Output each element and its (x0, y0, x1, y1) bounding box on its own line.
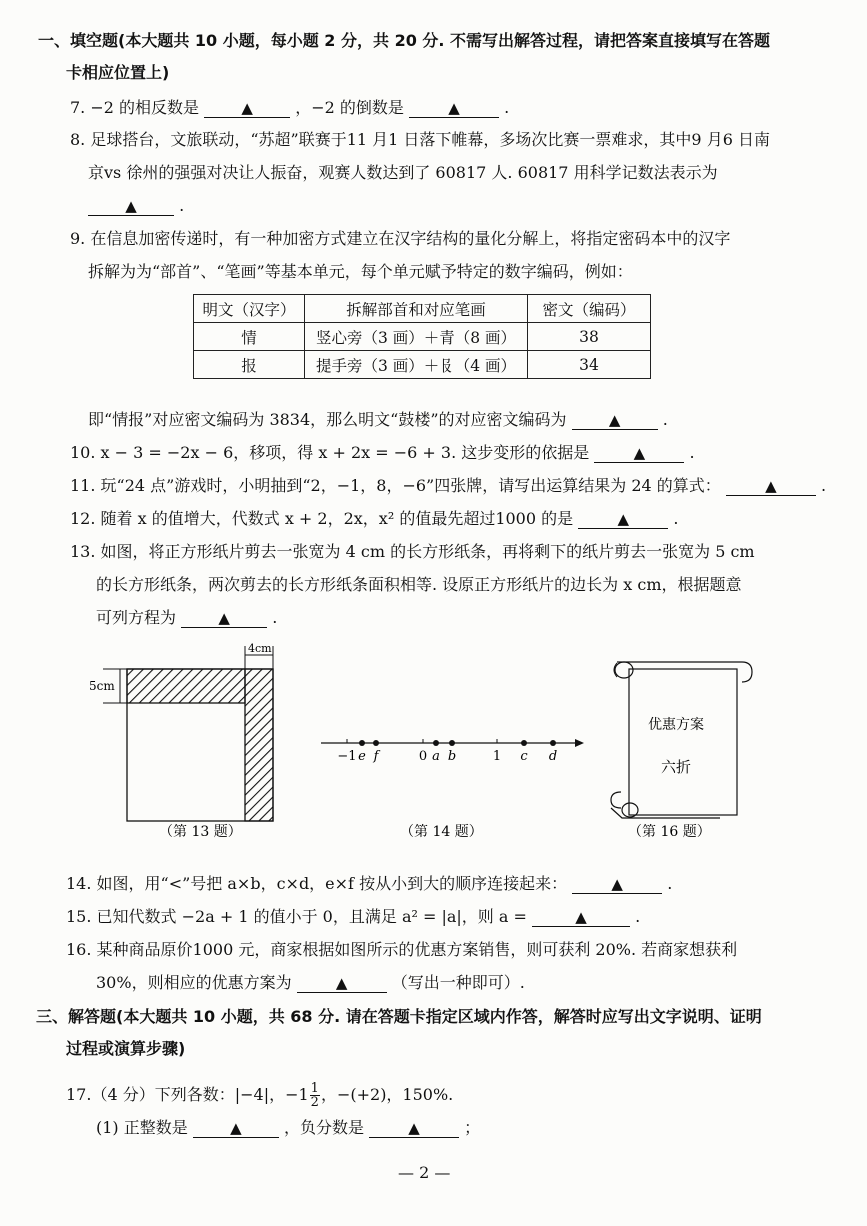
q17-blank-2: ▲ (369, 1119, 459, 1138)
number-line-point-b (449, 740, 455, 746)
table-cell: 竖心旁（3 画）＋青（8 画） (305, 323, 528, 351)
q7-text-b: ，−2 的倒数是 (295, 98, 404, 117)
fig14-caption: （第 14 题） (400, 824, 483, 840)
q13-blank: ▲ (181, 609, 267, 628)
fraction-one-half: $\frac{1}{2}$ (310, 1081, 319, 1110)
figure-13 (89, 642, 273, 821)
q9-line-2: 拆解为为“部首”、“笔画”等基本单元，每个单元赋予特定的数字编码，例如： (88, 262, 633, 281)
question-12: 12. 随着 x 的值增大，代数式 x + 2，2x，x² 的值最先超过1000 的是 ▲ . (70, 509, 679, 528)
number-line-point-e (359, 740, 365, 746)
page-number: — 2 — (398, 1163, 451, 1182)
number-line-label: a (432, 749, 440, 764)
number-line-label: d (548, 749, 558, 764)
number-line-point-a (433, 740, 439, 746)
number-line-point-d (550, 740, 556, 746)
fig16-scroll-text: 六折 (661, 758, 692, 776)
number-line-label: −1 (337, 749, 357, 764)
q16-blank: ▲ (297, 974, 387, 993)
section-solve-title-cont: 过程或演算步骤) (66, 1039, 186, 1058)
q7-blank-1: ▲ (204, 99, 290, 118)
q8-line-2: 京vs 徐州的强强对决让人振奋，观赛人数达到了 60817 人. 60817 用科学记数法表示为 (88, 163, 718, 182)
fig13-label-4cm: 4cm (248, 642, 272, 655)
table-row (194, 323, 651, 351)
question-15: 15. 已知代数式 −2a + 1 的值小于 0，且满足 a² = |a|，则 a = ▲ . (66, 907, 641, 926)
q9-line-3: 即“情报”对应密文编码为 3834，那么明文“鼓楼”的对应密文编码为 ▲ . (88, 410, 668, 429)
q9-line-1: 9. 在信息加密传递时，有一种加密方式建立在汉字结构的量化分解上，将指定密码本中的汉字 (70, 229, 731, 248)
q14-blank: ▲ (572, 875, 662, 894)
section-fill-title: 一、填空题(本大题共 10 小题，每小题 2 分，共 20 分. 不需写出解答过程，请把答案直接填写在答题 (38, 31, 771, 50)
q16-line-1: 16. 某种商品原价1000 元，商家根据如图所示的优惠方案销售，则可获利 20%. 若商家想获利 (66, 940, 738, 959)
q15-blank: ▲ (532, 908, 630, 927)
figure-14-number-line (321, 739, 584, 764)
number-line-label: b (447, 749, 457, 764)
fig16-caption: （第 16 题） (628, 824, 711, 840)
question-11: 11. 玩“24 点”游戏时，小明抽到“2，−1，8，−6”四张牌，请写出运算结果为 24 的算式： ▲ . (70, 476, 827, 495)
number-line-point-f (373, 740, 379, 746)
q8-line-1: 8. 足球搭台，文旅联动，“苏超”联赛于11 月1 日落下帷幕，多场次比赛一票难求，其中9 月6 日南 (70, 130, 770, 149)
q17-blank-1: ▲ (193, 1119, 279, 1138)
question-17: 17.（4 分）下列各数：|−4|，−1 $\frac{1}{2}$ ，−(+2)，150%. (66, 1081, 454, 1110)
table-header: 拆解部首和对应笔画 (305, 295, 528, 323)
hatched-strip-5cm (127, 669, 245, 703)
number-line-label: 0 (418, 749, 428, 764)
number-line-label: f (373, 749, 379, 764)
figure-16-scroll (611, 662, 752, 818)
table-cell: 38 (528, 323, 651, 351)
table-row (194, 351, 651, 379)
table-header-row (194, 295, 651, 323)
q8-answer-line: ▲ . (88, 196, 184, 216)
q8-blank: ▲ (88, 197, 174, 216)
table-cell: 情 (194, 323, 305, 351)
question-14: 14. 如图，用“<”号把 a×b，c×d，e×f 按从小到大的顺序连接起来： ▲ . (66, 874, 673, 893)
q7-text-a: 7. −2 的相反数是 (70, 98, 200, 117)
section-fill-title-cont: 卡相应位置上) (66, 63, 170, 82)
fig16-scroll-title: 优惠方案 (648, 717, 704, 733)
q10-blank: ▲ (594, 444, 684, 463)
number-line-label: 1 (492, 749, 502, 764)
q11-blank: ▲ (726, 477, 816, 496)
table-cell: 提手旁（3 画）＋𠬝（4 画） (305, 351, 528, 379)
question-7: 7. −2 的相反数是 ▲ ，−2 的倒数是 ▲ . (70, 98, 510, 117)
number-line-point-c (521, 740, 527, 746)
q16-line-2: 30%，则相应的优惠方案为 ▲ （写出一种即可）. (96, 973, 525, 992)
q12-blank: ▲ (578, 510, 668, 529)
q13-line-2: 的长方形纸条，两次剪去的长方形纸条面积相等. 设原正方形纸片的边长为 x cm，根据题意 (96, 575, 742, 594)
number-line-label: e (358, 749, 366, 764)
fig13-caption: （第 13 题） (159, 824, 242, 840)
hatched-strip-4cm (245, 669, 273, 821)
figures-area (0, 630, 867, 850)
q7-blank-2: ▲ (409, 99, 499, 118)
number-line-label: c (520, 749, 528, 764)
question-10: 10. x − 3 = −2x − 6，移项，得 x + 2x = −6 + 3. 这步变形的依据是 ▲ . (70, 443, 695, 462)
table-header: 明文（汉字） (194, 295, 305, 323)
section-solve-title: 三、解答题(本大题共 10 小题，共 68 分. 请在答题卡指定区域内作答，解答时应写出文字说明、证明 (36, 1007, 762, 1026)
fig13-label-5cm: 5cm (89, 679, 115, 693)
table-cell: 34 (528, 351, 651, 379)
table-header: 密文（编码） (528, 295, 651, 323)
encoding-table (193, 294, 651, 379)
q9-blank: ▲ (572, 411, 658, 430)
q13-line-3: 可列方程为 ▲ . (96, 608, 278, 627)
q17-part-1: (1) 正整数是 ▲ ，负分数是 ▲ ； (96, 1118, 481, 1137)
table-cell: 报 (194, 351, 305, 379)
q13-line-1: 13. 如图，将正方形纸片剪去一张宽为 4 cm 的长方形纸条，再将剩下的纸片剪去一张宽为 5 cm (70, 542, 755, 561)
